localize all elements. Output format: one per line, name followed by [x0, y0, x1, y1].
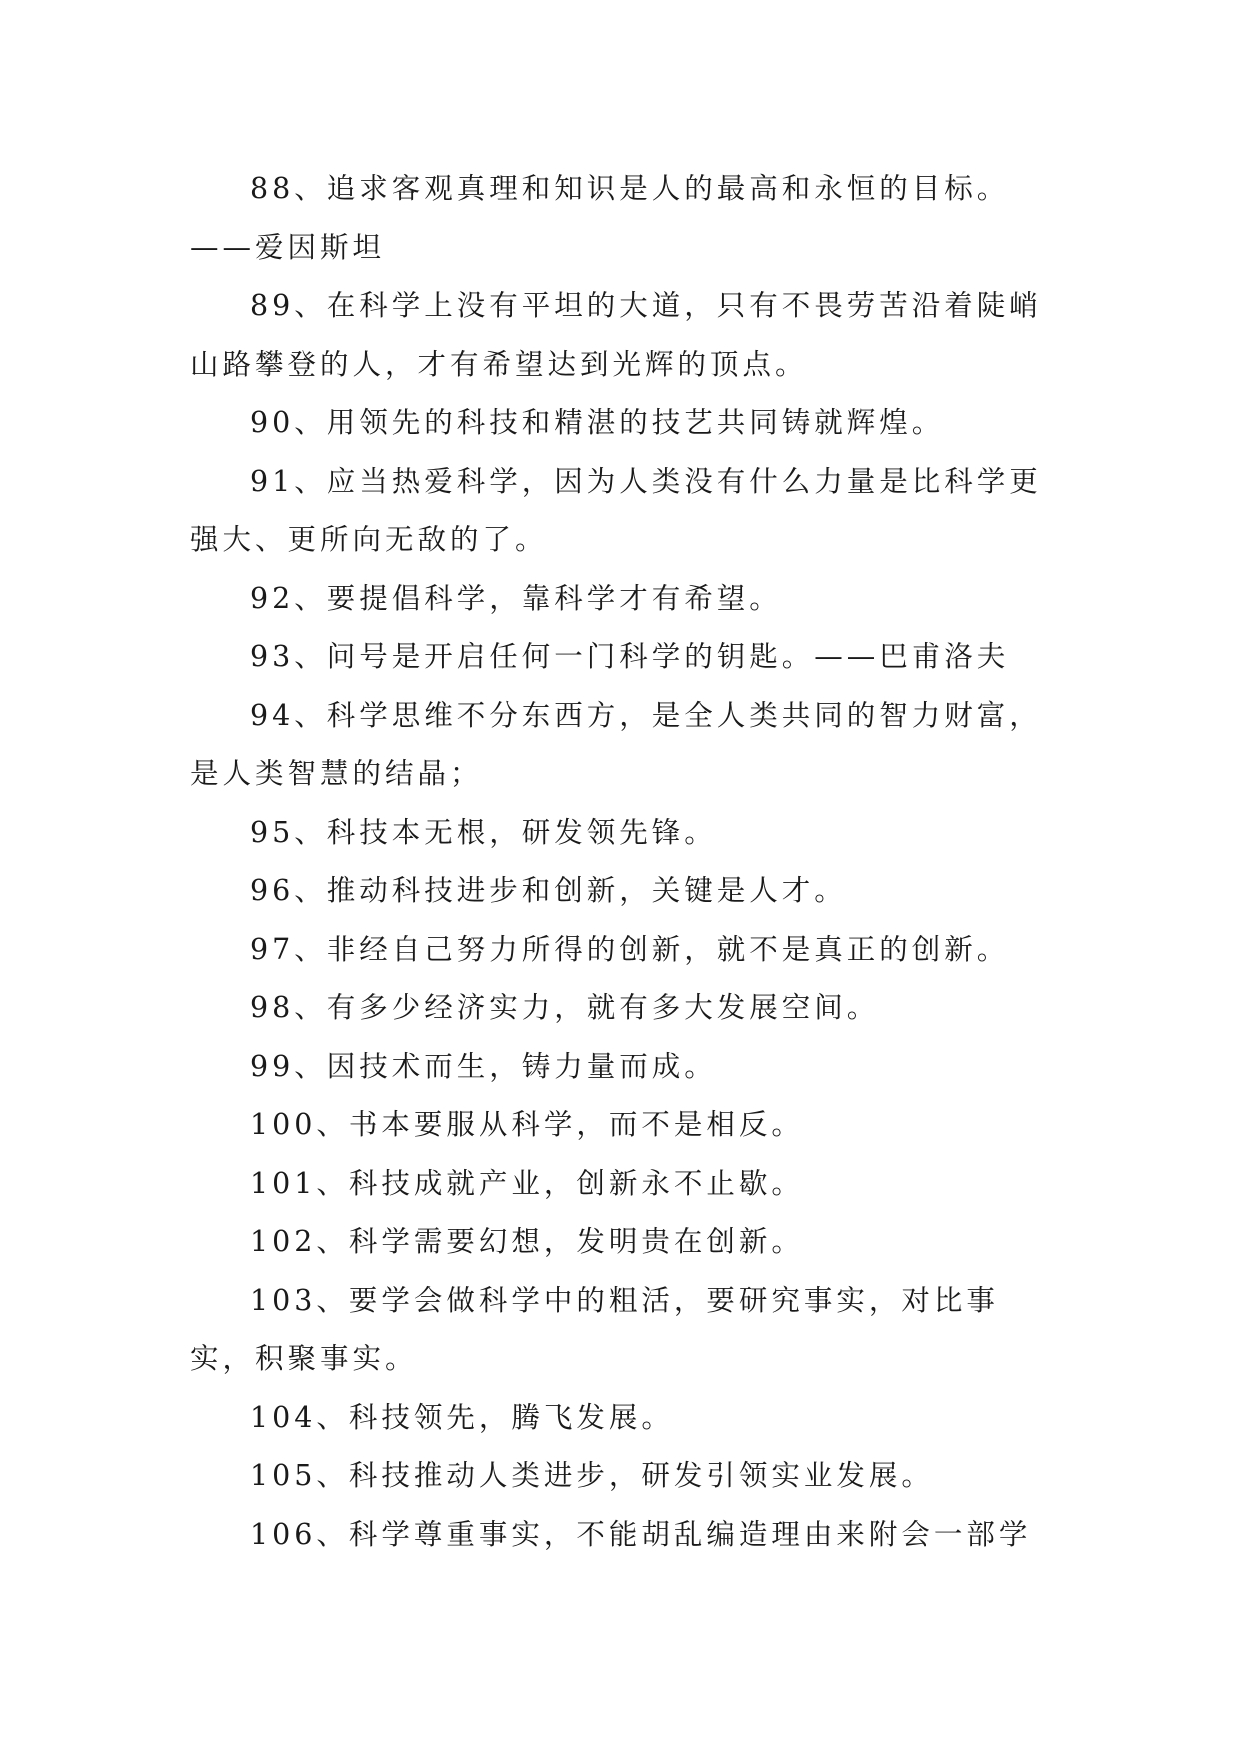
paragraph-98: 98、有多少经济实力，就有多大发展空间。 [250, 991, 880, 1024]
paragraph-88: 88、追求客观真理和知识是人的最高和永恒的目标。——爱因斯坦 [190, 172, 1010, 264]
paragraph-90: 90、用领先的科技和精湛的技艺共同铸就辉煌。 [250, 406, 945, 439]
paragraph-101: 101、科技成就产业，创新永不止歇。 [250, 1166, 804, 1200]
paragraph-97: 97、非经自己努力所得的创新，就不是真正的创新。 [250, 932, 1010, 966]
paragraph-96: 96、推动科技进步和创新，关键是人才。 [250, 874, 847, 907]
paragraph-106: 106、科学尊重事实，不能胡乱编造理由来附会一部学 [250, 1517, 1032, 1551]
paragraph-105: 105、科技推动人类进步，研发引领实业发展。 [250, 1459, 934, 1492]
paragraph-99: 99、因技术而生，铸力量而成。 [250, 1049, 717, 1083]
paragraph-94: 94、科学思维不分东西方，是全人类共同的智力财富，是人类智慧的结晶； [190, 698, 1042, 790]
paragraph-91: 91、应当热爱科学，因为人类没有什么力量是比科学更强大、更所向无敌的了。 [190, 464, 1042, 556]
paragraph-95: 95、科技本无根，研发领先锋。 [250, 815, 717, 849]
paragraph-102: 102、科学需要幻想，发明贵在创新。 [250, 1225, 804, 1258]
paragraph-89: 89、在科学上没有平坦的大道，只有不畏劳苦沿着陡峭山路攀登的人，才有希望达到光辉的顶点。 [190, 289, 1042, 381]
paragraph-93: 93、问号是开启任何一门科学的钥匙。——巴甫洛夫 [250, 640, 1010, 673]
paragraph-92: 92、要提倡科学，靠科学才有希望。 [250, 581, 782, 615]
paragraph-104: 104、科技领先，腾飞发展。 [250, 1400, 674, 1434]
paragraph-103: 103、要学会做科学中的粗活，要研究事实，对比事实，积聚事实。 [190, 1283, 999, 1375]
document-body [190, 160, 1054, 1564]
paragraph-100: 100、书本要服从科学，而不是相反。 [250, 1108, 804, 1141]
